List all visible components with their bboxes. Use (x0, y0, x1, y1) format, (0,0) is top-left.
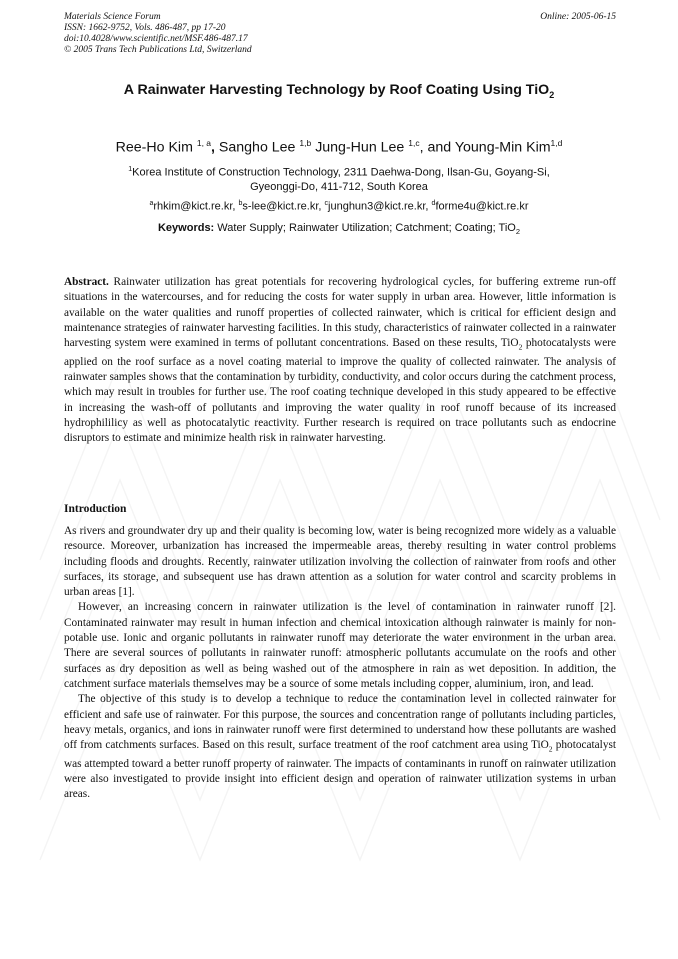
copyright-line: © 2005 Trans Tech Publications Ltd, Switzerland (64, 45, 252, 55)
author-separator: , (211, 139, 219, 156)
intro-paragraph-2: However, an increasing concern in rainwater utilization is the level of contamination in rainwater runoff [2]. Contaminated rainwater may result in human infection and chemical intoxication although rainwater is mainly for non-potable use. Ionic and organic pollutants in rainwater runoff may deteriorate the water environment in the urban area. There are several sources of pollutants in rainwater runoff: atmospheric pollutants accumulate on the roofs and other surfaces as dry deposition as well as being washed out of the atmosphere in rain as wet deposition. In addition, the catchment surface materials themselves may be a source of some metals including copper, aluminium, iron, and lead. (64, 601, 616, 690)
keywords-line (0, 222, 678, 236)
author-name: Ree-Ho Kim (115, 139, 197, 156)
title-subscript: 2 (549, 89, 555, 100)
abstract-label: Abstract. (64, 276, 109, 288)
author-affil-marker: 1, a (196, 138, 212, 148)
author-name: Young-Min Kim (454, 139, 551, 156)
doi-line: doi:10.4028/www.scientific.net/MSF.486-487.17 (64, 34, 248, 44)
issn-line: ISSN: 1662-9752, Vols. 486-487, pp 17-20 (64, 23, 226, 33)
introduction-heading: Introduction (64, 503, 127, 515)
introduction-body (64, 524, 616, 803)
affil-line-1: Korea Institute of Construction Technology, 2311 Daehwa-Dong, Ilsan-Gu, Goyang-Si, (132, 166, 550, 179)
abstract-text-1: Rainwater utilization has great potentials for recovering hydrological cycles, for buffering extreme run-off situations in the watercourses, and for reducing the costs for water supply in urban area. However, little information is available on the water qualities and runoff properties of collected rainwater, which is critical for efficient design and maintenance strategies of rainwater harvesting facilities. In this study, characteristics of rainwater collected in a rainwater harvesting system were examined in terms of pollutant concentrations. Based on these results, TiO (64, 276, 616, 350)
email-marker: c (324, 200, 329, 207)
online-date: Online: 2005-06-15 (540, 12, 616, 22)
intro-p3-text-2: photocatalyst was attempted toward a better runoff property of rainwater. The impacts of contaminants in runoff on rainwater utilization were also investigated to provide insight into efficient design and operation of rainwater utilization systems in urban areas. (64, 739, 616, 801)
email-address: junghun3@kict.re.kr (328, 200, 426, 213)
email-address: s-lee@kict.re.kr (242, 200, 319, 213)
email-marker: b (238, 200, 243, 207)
abstract-text-2: photocatalysts were applied on the roof surface as a novel coating material to improve the quality of collected rainwater. The analysis of rainwater samples shows that the contamination by turbidity, conductivity, and color occurs during the catchment process, which may result in troubles for further use. The roof coating technique developed in this study appeared to be effective in increasing the wash-off of pollutants and improving the water quality in roof runoff because of its increased hydrophililicy as well as photocatalytic reactivity. Further research is required on trace pollutants such as endocrine disruptors to estimate and minimize health risk in rainwater harvesting. (64, 337, 616, 445)
author-affil-marker: 1,c (408, 138, 420, 148)
affil-marker: 1 (128, 166, 133, 173)
keywords-text: Water Supply; Rainwater Utilization; Catchment; Coating; TiO (214, 222, 516, 234)
author-name: Sangho Lee (218, 139, 300, 156)
title-text: A Rainwater Harvesting Technology by Roof Coating Using TiO (123, 82, 550, 98)
paper-title (0, 82, 678, 100)
author-affil-marker: 1,d (550, 138, 563, 148)
affiliation (0, 163, 678, 195)
keywords-subscript: 2 (515, 227, 521, 237)
author-emails: $^a$rhkim@kict.re.kr, $^b$s-lee@kict.re.kr, $^c$junghun3@kict.re.kr, $^d$forme4u@kict.re.kr (149, 200, 529, 213)
email-marker: d (431, 200, 436, 207)
author-name: Jung-Hun Lee (315, 139, 409, 156)
email-address: forme4u@kict.re.kr (435, 200, 529, 213)
affil-line-2: Gyeonggi-Do, 411-712, South Korea (250, 181, 428, 194)
intro-p3-text-1: The objective of this study is to develop a technique to reduce the contamination level in collected rainwater for efficient and safe use of rainwater. For this purpose, the sources and concentration range of pollutants including particles, heavy metals, organics, and ions in rainwater runoff were first determined to understand how these pollutants are washed off from catchments surfaces. Based on this result, surface treatment of the roof catchment area using TiO (64, 693, 616, 752)
email-address: rhkim@kict.re.kr (153, 200, 233, 213)
abstract-subscript: 2 (518, 342, 523, 352)
author-separator: , and (419, 139, 455, 156)
email-marker: a (149, 200, 154, 207)
intro-p3-subscript: 2 (548, 744, 553, 754)
author-affil-marker: 1,b (299, 138, 312, 148)
journal-header (64, 12, 616, 56)
abstract-paragraph (64, 275, 616, 447)
keywords-label: Keywords: (157, 222, 215, 234)
intro-paragraph-1: As rivers and groundwater dry up and their quality is becoming low, water is being recognized more widely as a valuable resource. Moreover, urbanization has increased the impermeable areas, thereby resulting in water control problems including floods and droughts. Recently, rainwater utilization involving the collection of rainwater from roofs and other surfaces, its storage, and subsequent use has drawn attention as a solution for water control and scarcity problems in urban areas [1]. (64, 525, 616, 599)
journal-name: Materials Science Forum (64, 12, 161, 22)
intro-paragraph-3 (64, 692, 616, 802)
author-list (0, 138, 678, 156)
